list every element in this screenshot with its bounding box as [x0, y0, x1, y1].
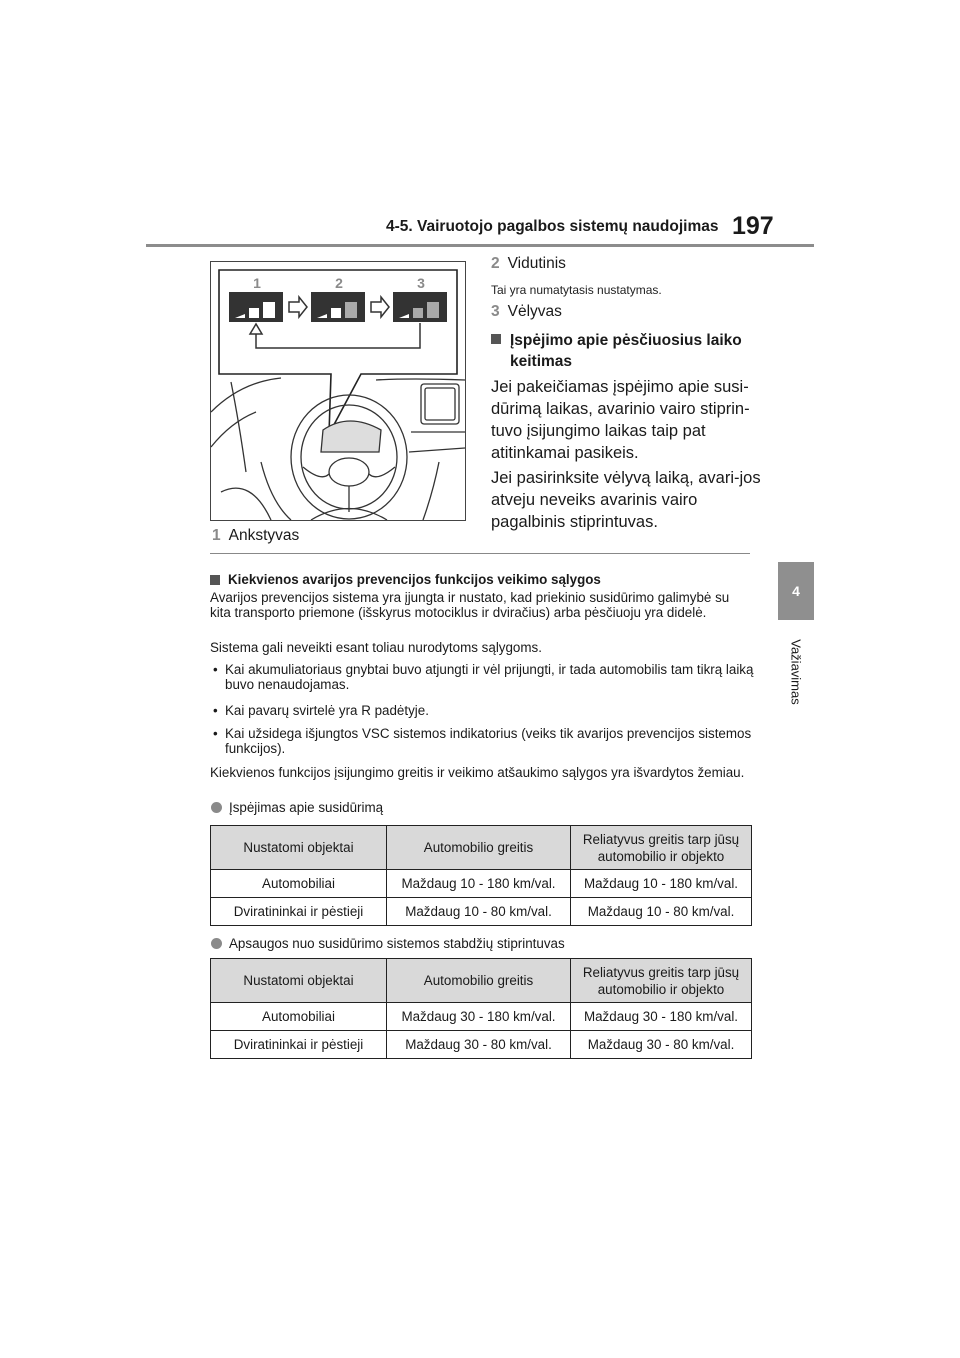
brake-assist-table — [210, 958, 752, 1059]
timing-box-medium — [311, 292, 365, 322]
table-header-row — [211, 959, 752, 1003]
collision-warning-table — [210, 825, 752, 926]
header-rule — [146, 244, 814, 247]
dashboard-illustration — [211, 262, 465, 520]
table-row — [211, 1031, 752, 1059]
chapter-tab-label — [778, 632, 814, 712]
bullet-icon: • — [213, 703, 218, 718]
warning-timing-illustration — [210, 261, 466, 521]
list-item — [210, 703, 765, 718]
table-cell: Maždaug 10 - 180 km/val. — [571, 870, 752, 898]
figure-label-3: 3 — [417, 275, 425, 291]
bullet-icon: • — [213, 662, 218, 677]
list-item-text: Kai pavarų svirtelė yra R padėtyje. — [225, 703, 429, 718]
table-title — [210, 936, 769, 951]
arrow-right-icon — [371, 297, 389, 317]
option-medium-note: Tai yra numatytasis nustatymas. — [491, 283, 662, 297]
paragraph: Sistema gali neveikti esant toliau nurodytoms sąlygoms. — [210, 640, 542, 655]
timing-box-late — [393, 292, 447, 322]
paragraph: Jei pasirinksite vėlyvą laiką, avari-jos atveju neveiks avarinis vairo pagalbinis stiprintuvas. — [491, 469, 761, 531]
section-title: 4-5. Vairuotojo pagalbos sistemų naudojimas — [386, 218, 719, 235]
table-cell: Automobiliai — [211, 1003, 387, 1031]
table-cell: Maždaug 10 - 80 km/val. — [387, 898, 571, 926]
table-row — [211, 898, 752, 926]
loop-arrow-icon — [250, 323, 420, 348]
table-cell: Dviratininkai ir pėstieji — [211, 898, 387, 926]
table-cell: Maždaug 30 - 80 km/val. — [571, 1031, 752, 1059]
table-row — [211, 870, 752, 898]
caption-number: 1 — [212, 527, 221, 544]
option-label: Vidutinis — [507, 255, 566, 272]
circle-bullet-icon — [211, 802, 222, 813]
caption-text: Ankstyvas — [228, 527, 300, 544]
list-item — [210, 662, 765, 692]
section-heading — [491, 330, 763, 372]
option-label: Vėlyvas — [507, 303, 562, 320]
table-header: Nustatomi objektai — [211, 959, 387, 1003]
paragraph: Avarijos prevencijos sistema yra įjungta ir nustato, kad priekinio susidūrimo galimybė su kita transporto priemone (išskyrus motociklus ir dviračius) arba pėsčiuoju yra didelė. — [210, 590, 730, 620]
section-heading-text: Įspėjimo apie pėsčiuosius laiko keitimas — [510, 332, 742, 370]
list-item-text: Kai akumuliatoriaus gnybtai buvo atjungti ir vėl prijungti, ir tada automobilis tam tikrą laiką buvo nenaudojamas. — [225, 662, 754, 692]
table-cell: Maždaug 30 - 80 km/val. — [387, 1031, 571, 1059]
option-number: 2 — [491, 255, 500, 272]
table-header-row — [211, 826, 752, 870]
square-bullet-icon — [210, 575, 220, 585]
table-cell: Maždaug 10 - 180 km/val. — [387, 870, 571, 898]
table-header: Reliatyvus greitis tarp jūsų automobilio ir objekto — [571, 959, 752, 1003]
conditions-heading — [210, 572, 768, 587]
conditions-heading-text: Kiekvienos avarijos prevencijos funkcijos veikimo sąlygos — [228, 572, 601, 587]
square-bullet-icon — [491, 334, 501, 344]
table-header: Nustatomi objektai — [211, 826, 387, 870]
page-number: 197 — [732, 212, 774, 240]
chapter-number: 4 — [792, 583, 800, 599]
table-header: Automobilio greitis — [387, 959, 571, 1003]
option-medium — [491, 255, 763, 273]
bullet-icon: • — [213, 726, 218, 741]
divider — [210, 553, 750, 554]
table-row — [211, 1003, 752, 1031]
option-late — [491, 303, 763, 321]
chapter-tab[interactable] — [778, 562, 814, 620]
table-title — [210, 800, 769, 815]
timing-box-early — [229, 292, 283, 322]
figure-caption-early — [212, 527, 299, 545]
table-cell: Dviratininkai ir pėstieji — [211, 1031, 387, 1059]
steering-wheel-sketch — [211, 378, 465, 520]
table-cell: Automobiliai — [211, 870, 387, 898]
table-header: Reliatyvus greitis tarp jūsų automobilio ir objekto — [571, 826, 752, 870]
paragraph: Jei pakeičiamas įspėjimo apie susi-dūrimą laikas, avarinio vairo stiprin-tuvo įsijungimo laikas taip pat atitinkamai pasikeis. — [491, 378, 750, 462]
figure-label-2: 2 — [335, 275, 343, 291]
circle-bullet-icon — [211, 938, 222, 949]
table-cell: Maždaug 30 - 180 km/val. — [571, 1003, 752, 1031]
list-item-text: Kai užsidega išjungtos VSC sistemos indikatorius (veiks tik avarijos prevencijos sistemos funkcijos). — [225, 726, 752, 756]
list-item — [210, 726, 765, 756]
figure-label-1: 1 — [253, 275, 261, 291]
table-cell: Maždaug 30 - 180 km/val. — [387, 1003, 571, 1031]
table-header: Automobilio greitis — [387, 826, 571, 870]
table-title-text: Apsaugos nuo susidūrimo sistemos stabdžių stiprintuvas — [229, 936, 565, 951]
table-title-text: Įspėjimas apie susidūrimą — [229, 800, 384, 815]
option-number: 3 — [491, 303, 500, 320]
table-cell: Maždaug 10 - 80 km/val. — [571, 898, 752, 926]
chapter-name: Važiavimas — [788, 639, 804, 705]
arrow-right-icon — [289, 297, 307, 317]
paragraph: Kiekvienos funkcijos įsijungimo greitis ir veikimo atšaukimo sąlygos yra išvardytos žemiau. — [210, 765, 745, 780]
